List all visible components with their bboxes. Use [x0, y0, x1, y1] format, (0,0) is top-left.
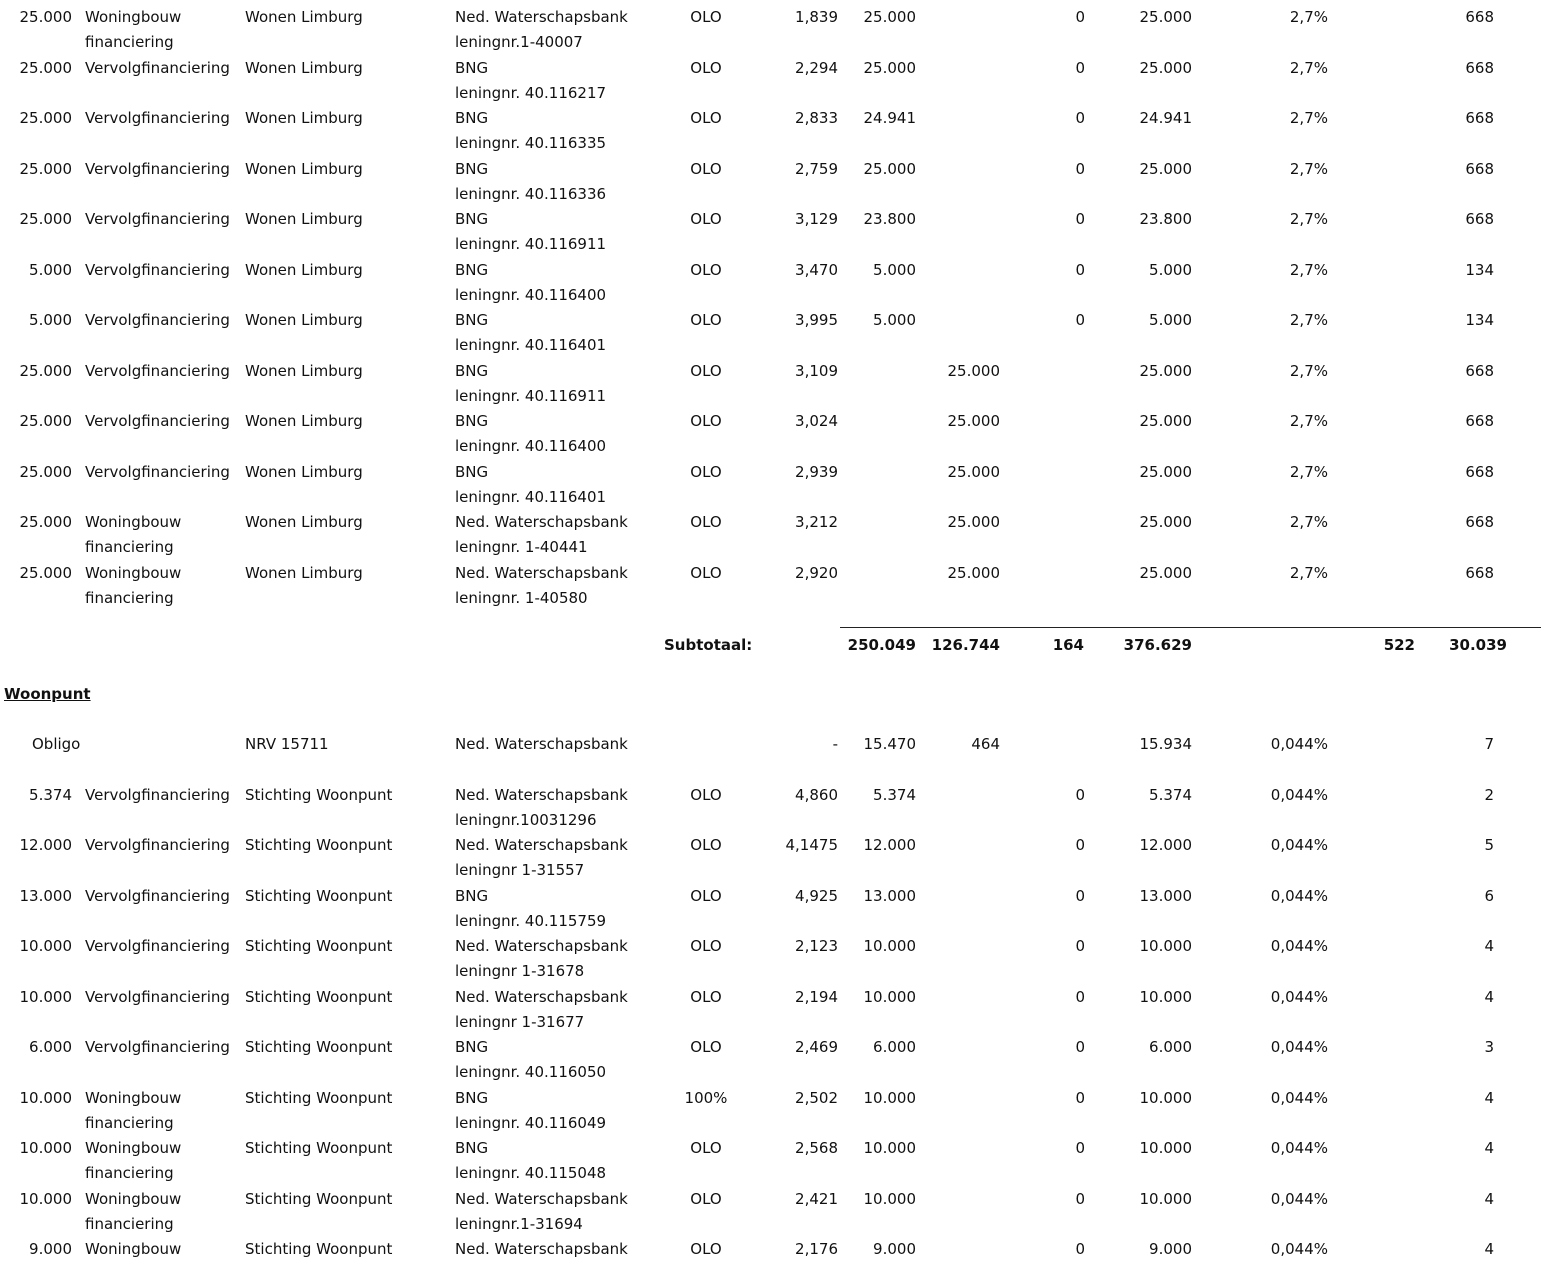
- institution: Wonen Limburg: [245, 260, 363, 279]
- limburg-row: [0, 409, 1541, 459]
- loan-number: leningnr. 40.116401: [455, 487, 607, 506]
- guarantee-pct: 0,044%: [1270, 1240, 1328, 1258]
- section-title-woonpunt: Woonpunt: [4, 685, 91, 703]
- interest-rate: 2,421: [795, 1189, 838, 1208]
- interest-rate: 2,759: [795, 159, 838, 178]
- institution: Stichting Woonpunt: [245, 1088, 393, 1107]
- lender: BNG: [455, 210, 489, 228]
- interest-rate: 2,176: [795, 1240, 838, 1258]
- premium: 668: [1465, 109, 1494, 127]
- woonpunt-row: [0, 1136, 1541, 1186]
- subtotal-value-3: 164: [1052, 636, 1084, 654]
- institution: Stichting Woonpunt: [245, 1189, 393, 1208]
- balance-end: 25.000: [1139, 462, 1192, 481]
- institution: Wonen Limburg: [245, 8, 363, 26]
- guarantee-pct: 2,7%: [1289, 8, 1328, 26]
- balance-repaid: 0: [1075, 8, 1085, 26]
- interest-rate: 2,194: [795, 987, 838, 1006]
- woonpunt-row: [0, 1035, 1541, 1085]
- loan-type: Vervolgfinanciering: [85, 58, 230, 77]
- balance-start: 10.000: [863, 1189, 916, 1208]
- guarantee-pct: 0,044%: [1270, 735, 1328, 753]
- premium: 4: [1484, 1088, 1494, 1107]
- balance-start: 10.000: [863, 987, 916, 1006]
- lender: Ned. Waterschapsbank: [455, 513, 628, 531]
- interest-rate: 3,109: [795, 361, 838, 380]
- premium: 6: [1484, 886, 1494, 905]
- guarantee: OLO: [690, 563, 722, 582]
- balance-repaid: 0: [1075, 1088, 1085, 1107]
- guarantee: OLO: [690, 462, 722, 481]
- institution: Wonen Limburg: [245, 109, 363, 127]
- guarantee-pct: 2,7%: [1289, 58, 1328, 77]
- loan-amount: 25.000: [19, 412, 72, 430]
- woonpunt-row: [0, 732, 1541, 782]
- balance-start: 5.000: [873, 311, 916, 329]
- guarantee-pct: 0,044%: [1270, 1189, 1328, 1208]
- interest-rate: 3,212: [795, 513, 838, 531]
- loan-number: leningnr 1-31677: [455, 1012, 585, 1031]
- loan-number: leningnr. 40.116911: [455, 235, 607, 253]
- guarantee: OLO: [690, 886, 722, 905]
- institution: Stichting Woonpunt: [245, 987, 393, 1006]
- premium: 4: [1484, 1139, 1494, 1157]
- guarantee: OLO: [690, 836, 722, 854]
- balance-added: 25.000: [947, 563, 1000, 582]
- balance-end: 5.374: [1149, 785, 1192, 804]
- institution: Wonen Limburg: [245, 58, 363, 77]
- limburg-row: [0, 5, 1541, 55]
- guarantee: OLO: [690, 937, 722, 955]
- premium: 7: [1484, 735, 1494, 753]
- lender: BNG: [455, 260, 489, 279]
- loan-amount: 5.000: [29, 311, 72, 329]
- balance-end: 6.000: [1149, 1038, 1192, 1056]
- limburg-row: [0, 56, 1541, 106]
- premium: 668: [1465, 462, 1494, 481]
- institution: Stichting Woonpunt: [245, 1240, 393, 1258]
- loan-number: leningnr. 40.116400: [455, 437, 607, 455]
- guarantee: OLO: [690, 58, 722, 77]
- loan-amount: 25.000: [19, 462, 72, 481]
- loan-number: leningnr 1-31557: [455, 861, 585, 879]
- loan-amount: 10.000: [19, 1088, 72, 1107]
- institution: Stichting Woonpunt: [245, 886, 393, 905]
- premium: 2: [1484, 785, 1494, 804]
- loan-amount: 10.000: [19, 937, 72, 955]
- limburg-row: [0, 359, 1541, 409]
- subtotal-value-6: 30.039: [1449, 636, 1507, 654]
- guarantee-pct: 0,044%: [1270, 785, 1328, 804]
- limburg-row: [0, 308, 1541, 358]
- woonpunt-row: [0, 884, 1541, 934]
- guarantee-pct: 0,044%: [1270, 987, 1328, 1006]
- loan-amount: 25.000: [19, 58, 72, 77]
- balance-start: 10.000: [863, 937, 916, 955]
- loan-number: leningnr. 40.116217: [455, 83, 607, 102]
- institution: Wonen Limburg: [245, 361, 363, 380]
- balance-start: 5.000: [873, 260, 916, 279]
- guarantee: OLO: [690, 1240, 722, 1258]
- institution: Stichting Woonpunt: [245, 1139, 393, 1157]
- loan-amount: 13.000: [19, 886, 72, 905]
- guarantee: OLO: [690, 987, 722, 1006]
- guarantee: OLO: [690, 159, 722, 178]
- woonpunt-row: [0, 1237, 1541, 1287]
- loan-type: Vervolgfinanciering: [85, 412, 230, 430]
- balance-start: 10.000: [863, 1088, 916, 1107]
- loan-number: leningnr.10031296: [455, 810, 597, 829]
- guarantee-pct: 2,7%: [1289, 361, 1328, 380]
- loan-number: leningnr. 40.116911: [455, 386, 607, 405]
- subtotal-value-1: 250.049: [847, 636, 916, 654]
- loan-amount: 25.000: [19, 109, 72, 127]
- balance-start: 5.374: [873, 785, 916, 804]
- loan-type: Vervolgfinanciering: [85, 210, 230, 228]
- balance-end: 25.000: [1139, 412, 1192, 430]
- guarantee: OLO: [690, 8, 722, 26]
- loan-type: Vervolgfinanciering: [85, 836, 230, 854]
- balance-end: 10.000: [1139, 1139, 1192, 1157]
- lender: Ned. Waterschapsbank: [455, 1240, 628, 1258]
- premium: 134: [1465, 260, 1494, 279]
- lender: Ned. Waterschapsbank: [455, 785, 628, 804]
- lender: Ned. Waterschapsbank: [455, 735, 628, 753]
- balance-end: 25.000: [1139, 563, 1192, 582]
- lender: Ned. Waterschapsbank: [455, 8, 628, 26]
- balance-start: 12.000: [863, 836, 916, 854]
- loan-number: leningnr.1-40007: [455, 33, 583, 51]
- institution: Wonen Limburg: [245, 210, 363, 228]
- lender: BNG: [455, 109, 489, 127]
- interest-rate: 2,920: [795, 563, 838, 582]
- loan-number: leningnr. 1-40441: [455, 538, 588, 556]
- institution: Stichting Woonpunt: [245, 1038, 393, 1056]
- lender: BNG: [455, 1088, 489, 1107]
- balance-end: 25.000: [1139, 58, 1192, 77]
- balance-added: 464: [971, 735, 1000, 753]
- loan-amount: 10.000: [19, 1189, 72, 1208]
- balance-start: 25.000: [863, 159, 916, 178]
- guarantee-pct: 2,7%: [1289, 412, 1328, 430]
- lender: Ned. Waterschapsbank: [455, 563, 628, 582]
- guarantee: OLO: [690, 311, 722, 329]
- balance-end: 15.934: [1139, 735, 1192, 753]
- institution: Stichting Woonpunt: [245, 785, 393, 804]
- balance-added: 25.000: [947, 412, 1000, 430]
- woonpunt-row: [0, 833, 1541, 883]
- premium: 668: [1465, 412, 1494, 430]
- limburg-row: [0, 258, 1541, 308]
- loan-amount: 5.374: [29, 785, 72, 804]
- balance-repaid: 0: [1075, 785, 1085, 804]
- loan-type: Vervolgfinanciering: [85, 937, 230, 955]
- premium: 4: [1484, 937, 1494, 955]
- loan-number: leningnr. 40.116400: [455, 285, 607, 304]
- balance-added: 25.000: [947, 462, 1000, 481]
- balance-end: 23.800: [1139, 210, 1192, 228]
- loan-type: Woningbouw financiering: [85, 1189, 182, 1233]
- loan-number: leningnr. 1-40580: [455, 588, 588, 607]
- interest-rate: 2,568: [795, 1139, 838, 1157]
- loan-number: leningnr. 40.116335: [455, 134, 607, 152]
- guarantee: OLO: [690, 260, 722, 279]
- guarantee-pct: 2,7%: [1289, 109, 1328, 127]
- loan-amount: 10.000: [19, 1139, 72, 1157]
- guarantee: OLO: [690, 361, 722, 380]
- loan-amount: 9.000: [29, 1240, 72, 1258]
- balance-end: 24.941: [1139, 109, 1192, 127]
- guarantee-pct: 2,7%: [1289, 311, 1328, 329]
- loan-amount: 12.000: [19, 836, 72, 854]
- premium: 668: [1465, 8, 1494, 26]
- premium: 668: [1465, 159, 1494, 178]
- loan-number: leningnr. 40.116401: [455, 336, 607, 354]
- loan-amount: 6.000: [29, 1038, 72, 1056]
- institution: Wonen Limburg: [245, 513, 363, 531]
- premium: 668: [1465, 513, 1494, 531]
- guarantee: OLO: [690, 1139, 722, 1157]
- institution: Wonen Limburg: [245, 563, 363, 582]
- premium: 4: [1484, 1189, 1494, 1208]
- balance-repaid: 0: [1075, 937, 1085, 955]
- interest-rate: -: [832, 735, 838, 753]
- balance-start: 10.000: [863, 1139, 916, 1157]
- interest-rate: 2,833: [795, 109, 838, 127]
- balance-repaid: 0: [1075, 1189, 1085, 1208]
- subtotal-rule: [840, 627, 1541, 628]
- limburg-row: [0, 561, 1541, 611]
- loan-type: Obligo: [32, 735, 81, 753]
- limburg-row: [0, 157, 1541, 207]
- balance-end: 10.000: [1139, 1088, 1192, 1107]
- premium: 4: [1484, 1240, 1494, 1258]
- balance-end: 10.000: [1139, 1189, 1192, 1208]
- balance-repaid: 0: [1075, 886, 1085, 905]
- lender: BNG: [455, 412, 489, 430]
- interest-rate: 3,129: [795, 210, 838, 228]
- loan-type: Vervolgfinanciering: [85, 987, 230, 1006]
- balance-end: 5.000: [1149, 311, 1192, 329]
- lender: BNG: [455, 311, 489, 329]
- balance-end: 10.000: [1139, 937, 1192, 955]
- woonpunt-row: [0, 1086, 1541, 1136]
- interest-rate: 3,024: [795, 412, 838, 430]
- institution: Wonen Limburg: [245, 159, 363, 178]
- subtotal-value-5: 522: [1383, 636, 1415, 654]
- balance-end: 25.000: [1139, 8, 1192, 26]
- subtotal-value-2: 126.744: [931, 636, 1000, 654]
- balance-end: 10.000: [1139, 987, 1192, 1006]
- loan-type: Vervolgfinanciering: [85, 462, 230, 481]
- loan-type: Vervolgfinanciering: [85, 260, 230, 279]
- guarantee: OLO: [690, 785, 722, 804]
- balance-repaid: 0: [1075, 987, 1085, 1006]
- loan-type: Woningbouw financiering: [85, 513, 182, 556]
- interest-rate: 3,470: [795, 260, 838, 279]
- premium: 4: [1484, 987, 1494, 1006]
- interest-rate: 2,469: [795, 1038, 838, 1056]
- limburg-row: [0, 460, 1541, 510]
- loan-type: Vervolgfinanciering: [85, 159, 230, 178]
- guarantee: OLO: [690, 109, 722, 127]
- premium: 5: [1484, 836, 1494, 854]
- balance-end: 25.000: [1139, 513, 1192, 531]
- subtotal-label: Subtotaal:: [664, 636, 753, 654]
- woonpunt-row: [0, 934, 1541, 984]
- lender: BNG: [455, 886, 489, 905]
- premium: 668: [1465, 210, 1494, 228]
- loan-number: leningnr. 40.115759: [455, 911, 607, 930]
- balance-repaid: 0: [1075, 109, 1085, 127]
- guarantee: OLO: [690, 1038, 722, 1056]
- loan-amount: 5.000: [29, 260, 72, 279]
- balance-repaid: 0: [1075, 1139, 1085, 1157]
- balance-added: 25.000: [947, 513, 1000, 531]
- guarantee-pct: 0,044%: [1270, 1038, 1328, 1056]
- balance-repaid: 0: [1075, 1038, 1085, 1056]
- loan-number: leningnr. 40.116336: [455, 184, 607, 203]
- guarantee: OLO: [690, 1189, 722, 1208]
- woonpunt-row: [0, 985, 1541, 1035]
- lender: BNG: [455, 1139, 489, 1157]
- guarantee-pct: 2,7%: [1289, 210, 1328, 228]
- guarantee-pct: 0,044%: [1270, 1139, 1328, 1157]
- loan-type: Vervolgfinanciering: [85, 886, 230, 905]
- limburg-row: [0, 207, 1541, 257]
- balance-repaid: 0: [1075, 836, 1085, 854]
- balance-start: 23.800: [863, 210, 916, 228]
- guarantee-pct: 0,044%: [1270, 836, 1328, 854]
- guarantee-pct: 2,7%: [1289, 260, 1328, 279]
- interest-rate: 4,925: [795, 886, 838, 905]
- balance-start: 25.000: [863, 8, 916, 26]
- loan-type: Woningbouw financiering: [85, 563, 182, 607]
- balance-start: 13.000: [863, 886, 916, 905]
- balance-end: 9.000: [1149, 1240, 1192, 1258]
- loan-type: Vervolgfinanciering: [85, 1038, 230, 1056]
- balance-added: 25.000: [947, 361, 1000, 380]
- balance-repaid: 0: [1075, 311, 1085, 329]
- loan-number: leningnr 1-31678: [455, 962, 585, 980]
- guarantee-pct: 2,7%: [1289, 513, 1328, 531]
- interest-rate: 4,860: [795, 785, 838, 804]
- balance-start: 6.000: [873, 1038, 916, 1056]
- loan-type: Vervolgfinanciering: [85, 361, 230, 380]
- woonpunt-row: [0, 1187, 1541, 1237]
- guarantee: OLO: [690, 513, 722, 531]
- guarantee: OLO: [690, 210, 722, 228]
- lender: Ned. Waterschapsbank: [455, 836, 628, 854]
- guarantee-pct: 0,044%: [1270, 1088, 1328, 1107]
- loan-type: Woningbouw: [85, 1240, 182, 1258]
- balance-start: 25.000: [863, 58, 916, 77]
- loan-number: leningnr.1-31694: [455, 1214, 583, 1233]
- institution: Wonen Limburg: [245, 412, 363, 430]
- premium: 668: [1465, 563, 1494, 582]
- limburg-row: [0, 106, 1541, 156]
- premium: 668: [1465, 361, 1494, 380]
- lender: BNG: [455, 1038, 489, 1056]
- guarantee-pct: 2,7%: [1289, 563, 1328, 582]
- guarantee-pct: 2,7%: [1289, 159, 1328, 178]
- guarantee-pct: 0,044%: [1270, 886, 1328, 905]
- balance-start: 24.941: [863, 109, 916, 127]
- guarantee-pct: 0,044%: [1270, 937, 1328, 955]
- lender: Ned. Waterschapsbank: [455, 1189, 628, 1208]
- interest-rate: 1,839: [795, 8, 838, 26]
- loan-number: leningnr. 40.116049: [455, 1113, 607, 1132]
- loan-amount: 25.000: [19, 159, 72, 178]
- lender: Ned. Waterschapsbank: [455, 937, 628, 955]
- balance-repaid: 0: [1075, 1240, 1085, 1258]
- loan-amount: 25.000: [19, 513, 72, 531]
- balance-end: 12.000: [1139, 836, 1192, 854]
- balance-end: 25.000: [1139, 159, 1192, 178]
- loan-amount: 10.000: [19, 987, 72, 1006]
- loan-type: Woningbouw financiering: [85, 8, 182, 51]
- loan-type: Vervolgfinanciering: [85, 311, 230, 329]
- interest-rate: 2,123: [795, 937, 838, 955]
- premium: 3: [1484, 1038, 1494, 1056]
- balance-repaid: 0: [1075, 210, 1085, 228]
- loan-type: Vervolgfinanciering: [85, 109, 230, 127]
- loan-amount: 25.000: [19, 563, 72, 582]
- balance-end: 25.000: [1139, 361, 1192, 380]
- lender: BNG: [455, 462, 489, 481]
- institution: Stichting Woonpunt: [245, 937, 393, 955]
- loan-type: Woningbouw financiering: [85, 1088, 182, 1132]
- interest-rate: 2,939: [795, 462, 838, 481]
- balance-repaid: 0: [1075, 260, 1085, 279]
- lender: BNG: [455, 361, 489, 380]
- lender: Ned. Waterschapsbank: [455, 987, 628, 1006]
- loan-amount: 25.000: [19, 210, 72, 228]
- guarantee: OLO: [690, 412, 722, 430]
- interest-rate: 2,502: [795, 1088, 838, 1107]
- loan-amount: 25.000: [19, 361, 72, 380]
- guarantee-pct: 2,7%: [1289, 462, 1328, 481]
- balance-start: 9.000: [873, 1240, 916, 1258]
- premium: 134: [1465, 311, 1494, 329]
- institution: Wonen Limburg: [245, 462, 363, 481]
- loan-type: Vervolgfinanciering: [85, 785, 230, 804]
- institution: Wonen Limburg: [245, 311, 363, 329]
- balance-end: 13.000: [1139, 886, 1192, 905]
- interest-rate: 3,995: [795, 311, 838, 329]
- loan-amount: 25.000: [19, 8, 72, 26]
- limburg-row: [0, 510, 1541, 560]
- loan-type: Woningbouw financiering: [85, 1139, 182, 1182]
- guarantee: 100%: [684, 1088, 728, 1107]
- premium: 668: [1465, 58, 1494, 77]
- balance-end: 5.000: [1149, 260, 1192, 279]
- lender: BNG: [455, 58, 489, 77]
- institution: NRV 15711: [245, 735, 329, 753]
- balance-repaid: 0: [1075, 159, 1085, 178]
- loan-number: leningnr. 40.115048: [455, 1164, 607, 1182]
- woonpunt-row: [0, 783, 1541, 833]
- interest-rate: 2,294: [795, 58, 838, 77]
- interest-rate: 4,1475: [785, 836, 838, 854]
- balance-repaid: 0: [1075, 58, 1085, 77]
- institution: Stichting Woonpunt: [245, 836, 393, 854]
- loan-number: leningnr. 40.116050: [455, 1063, 607, 1081]
- subtotal-value-4: 376.629: [1123, 636, 1192, 654]
- balance-start: 15.470: [863, 735, 916, 753]
- lender: BNG: [455, 159, 489, 178]
